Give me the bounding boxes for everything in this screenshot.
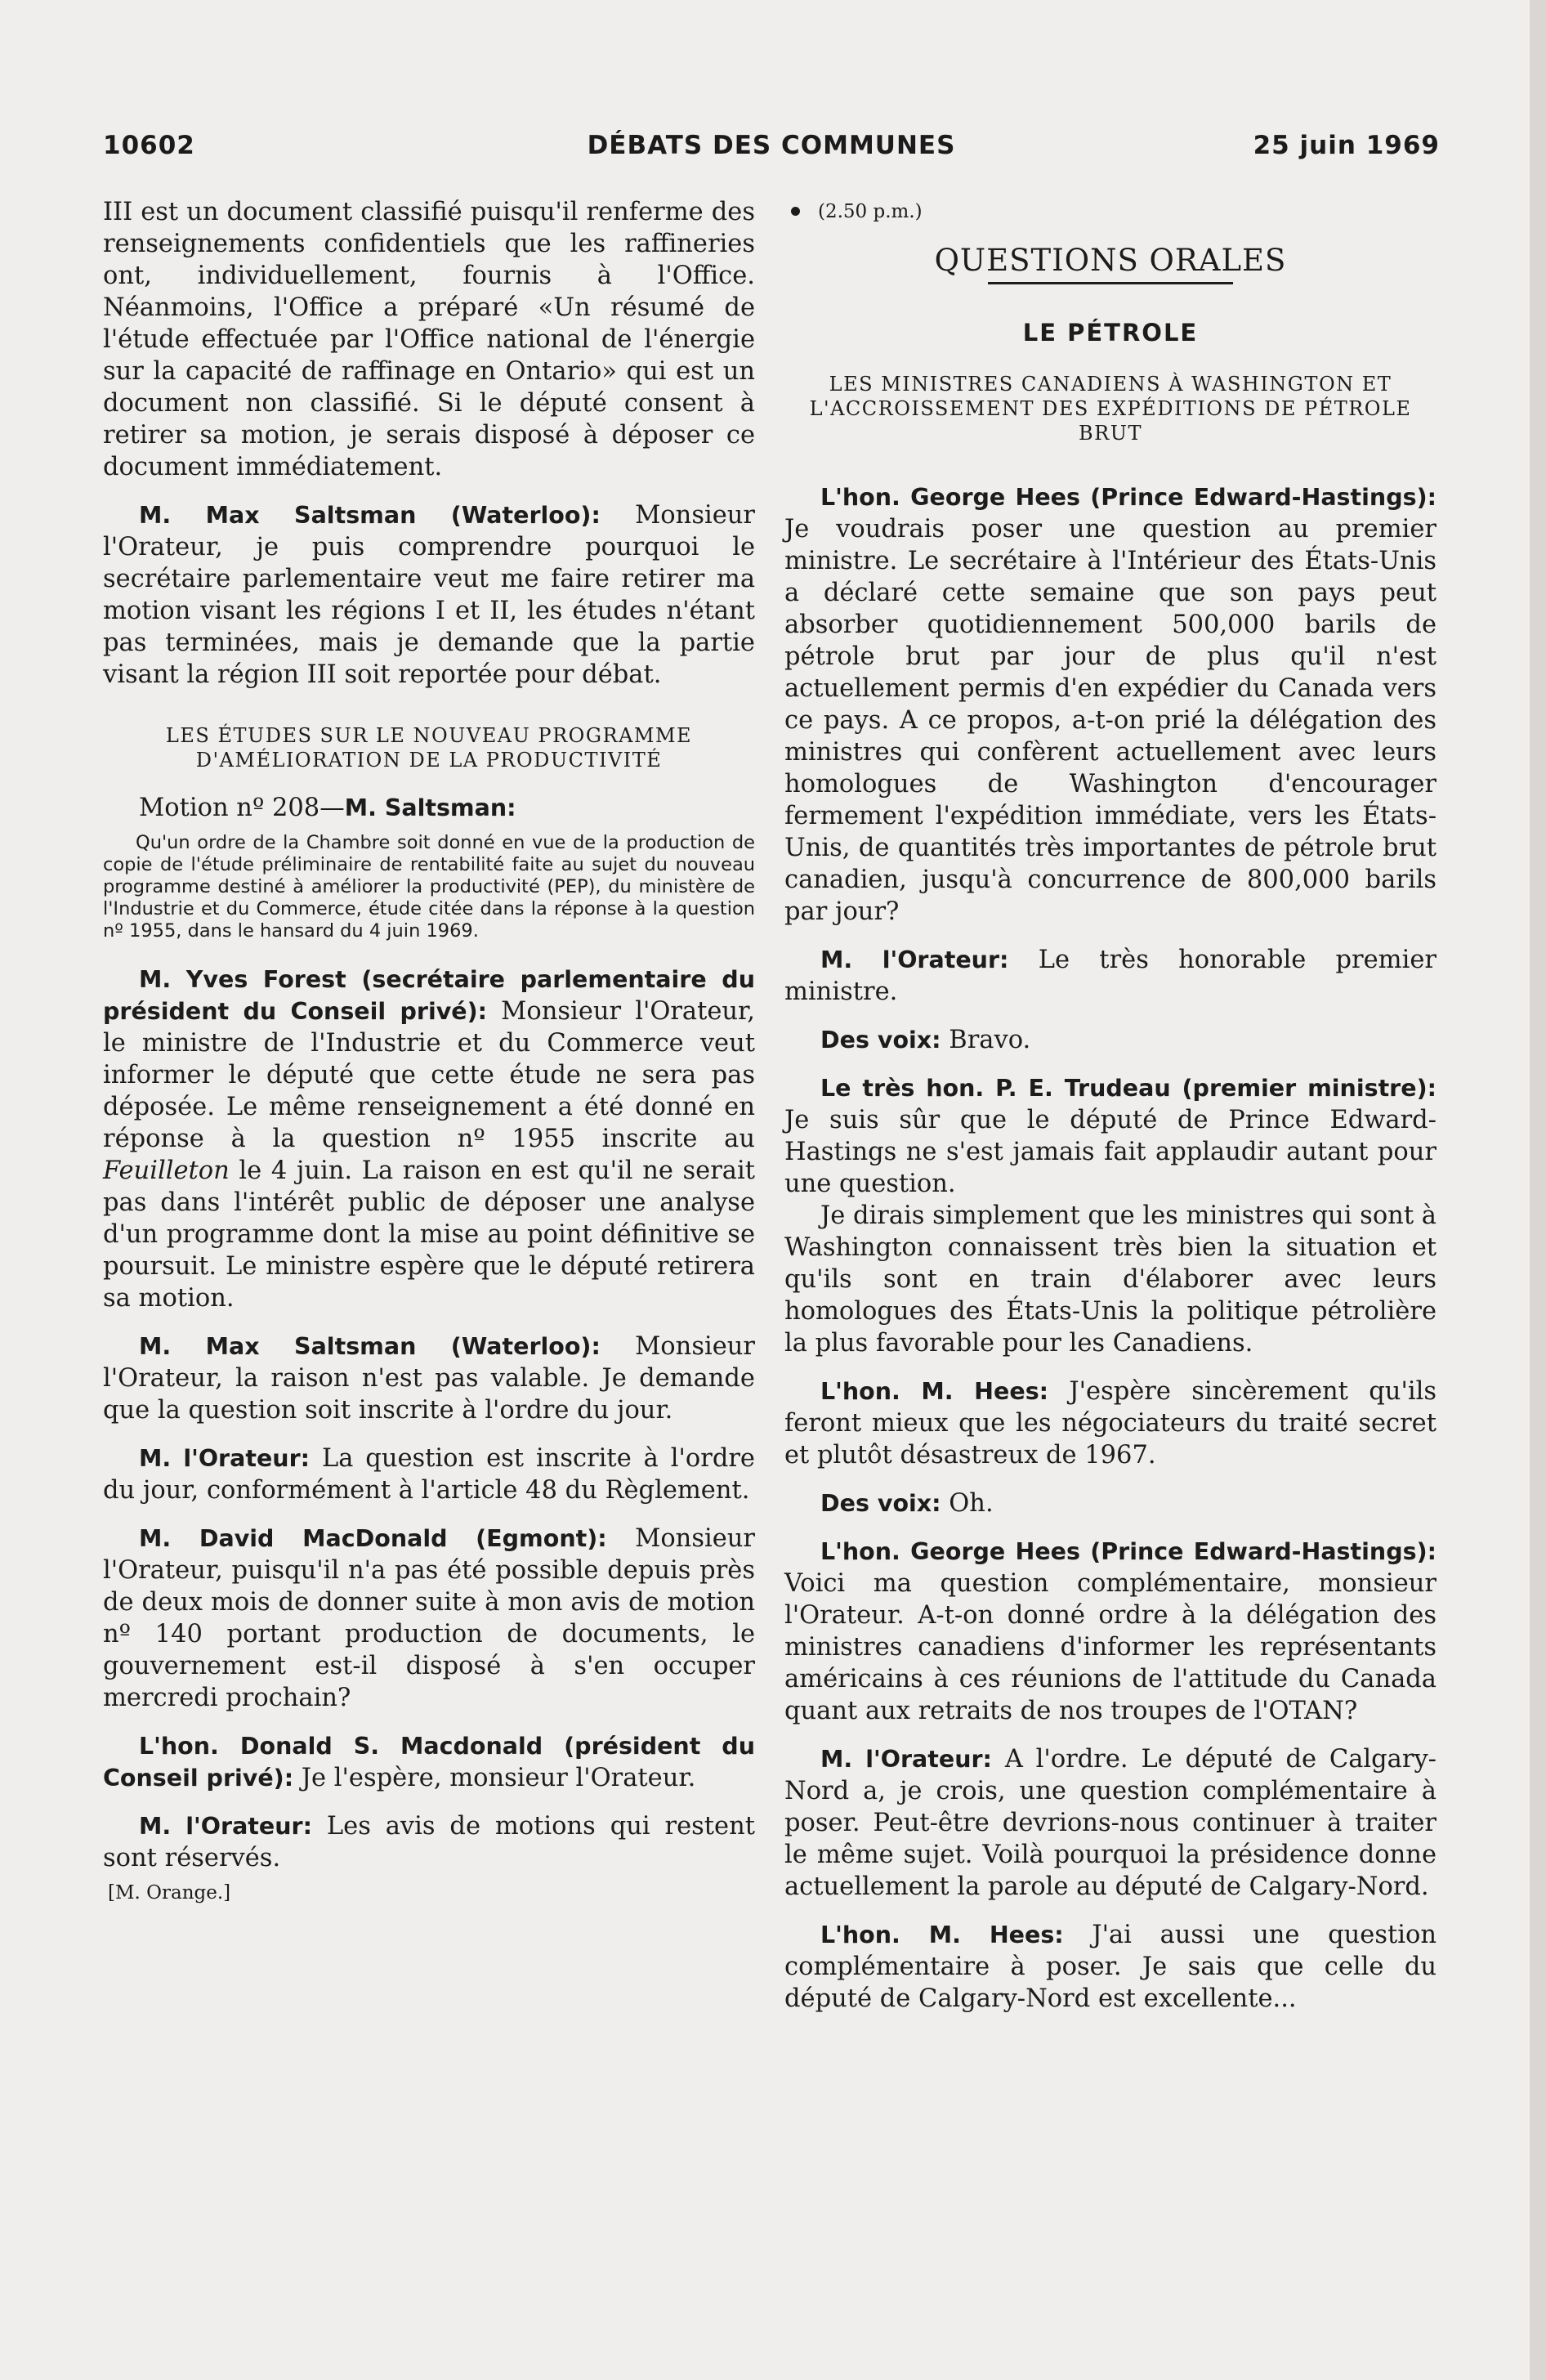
speech [103, 499, 755, 691]
speaker-name: M. l'Orateur: [139, 1813, 312, 1840]
motion-label: Motion nº 208— [139, 794, 345, 822]
speech [784, 1536, 1437, 1727]
timestamp [784, 196, 1437, 228]
speech-text: le 4 juin. La raison en est qu'il ne serait pas dans l'intérêt public de déposer une analyse d'un programme dont la mise au point définitive se poursuit. Le ministre espère que le député retirera sa motion. [103, 1156, 755, 1313]
speech-text: Je l'espère, monsieur l'Orateur. [301, 1764, 696, 1792]
speech-text: Je voudrais poser une question au premier ministre. Le secrétaire à l'Intérieur des États-Unis a déclaré cette semaine que son pays peut absorber quotidiennement 500,000 barils de pétrole brut par jour de plus qu'il n'est actuellement permis d'en expédier du Canada vers ce pays. A ce propos, a-t-on prié la délégation des ministres qui confèrent actuellement avec leurs homologues de Washington d'encourager fermement l'expédition immédiate, vers les États-Unis, de quantités très importantes de pétrole brut canadien, jusqu'à concurrence de 800,000 barils par jour? [784, 515, 1437, 926]
speaker-name: M. Max Saltsman (Waterloo): [139, 502, 601, 529]
motion-text: Qu'un ordre de la Chambre soit donné en vue de la production de copie de l'étude préliminaire de rentabilité faite au sujet du nouveau programme destiné à améliorer la productivité (PEP), du ministère de l'Industrie et du Commerce, étude citée dans la réponse à la question nº 1955, dans le hansard du 4 juin 1969. [103, 832, 755, 942]
speaker-name: Le très hon. P. E. Trudeau (premier ministre): [820, 1075, 1437, 1102]
speech [103, 1443, 755, 1506]
speaker-name: Des voix: [820, 1027, 941, 1054]
left-column [103, 196, 755, 1909]
speech-text: Monsieur l'Orateur, la raison n'est pas valable. Je demande que la question soit inscrite à l'ordre du jour. [103, 1332, 755, 1425]
speaker-name: Des voix: [820, 1490, 941, 1517]
page-number: 10602 [103, 131, 195, 160]
speech [784, 1919, 1437, 2015]
speech [784, 481, 1437, 928]
speech-text: J'espère sincèrement qu'ils feront mieux que les négociateurs du traité secret et plutôt désastreux de 1967. [784, 1377, 1437, 1470]
section-title: QUESTIONS ORALES [934, 243, 1287, 278]
speaker-name: L'hon. M. Hees: [820, 1378, 1049, 1405]
speech-italic: Feuilleton [103, 1156, 230, 1185]
speaker-name: M. David MacDonald (Egmont): [139, 1525, 607, 1552]
speech-text: Monsieur l'Orateur, le ministre de l'Industrie et du Commerce veut informer le député que cette étude ne sera pas déposée. Le même renseignement a été donné en réponse à la question nº 1955 inscrite au [103, 997, 755, 1153]
speech [103, 1331, 755, 1426]
subject-title: LE PÉTROLE [1022, 319, 1199, 347]
speech-text: Monsieur l'Orateur, puisqu'il n'a pas été possible depuis près de deux mois de donner suite à mon avis de motion nº 140 portant production de documents, le gouvernement est-il disposé à s'en occuper mercredi prochain? [103, 1524, 756, 1712]
speaker-name: L'hon. George Hees (Prince Edward-Hastings): [820, 484, 1437, 511]
motion-number [103, 792, 755, 824]
speaker-name: L'hon. M. Hees: [820, 1921, 1064, 1948]
section-divider [988, 282, 1233, 284]
speech-text: Monsieur l'Orateur, je puis comprendre pourquoi le secrétaire parlementaire veut me faire retirer ma motion visant les régions I et II, les études n'étant pas terminées, mais je demande que la partie visant la région III soit reportée pour débat. [103, 501, 755, 689]
right-column [784, 196, 1437, 2031]
motion-mover: M. Saltsman: [344, 794, 516, 821]
speech-text: La question est inscrite à l'ordre du jour, conformément à l'article 48 du Règlement. [103, 1444, 755, 1505]
speech [103, 964, 755, 1314]
speech-text: Oh. [949, 1489, 994, 1518]
paragraph: Je dirais simplement que les ministres qui sont à Washington connaissent très bien la situation et qu'ils sont en train d'élaborer avec leurs homologues des États-Unis la politique pétrolière la plus favorable pour les Canadiens. [784, 1201, 1437, 1358]
page-edge [1530, 0, 1546, 2380]
speaker-reference: [M. Orange.] [108, 1882, 231, 1904]
speech [103, 1523, 755, 1714]
speaker-name: M. Max Saltsman (Waterloo): [139, 1333, 601, 1360]
speech-text: A l'ordre. Le député de Calgary-Nord a, je crois, une question complémentaire à poser. Peut-être devrions-nous continuer à traiter le même sujet. Voilà pourquoi la présidence donne actuellement la parole au député de Calgary-Nord. [784, 1745, 1437, 1901]
speaker-name: M. l'Orateur: [820, 946, 1009, 973]
speech [784, 1072, 1437, 1200]
page-header [103, 131, 1440, 172]
speech-text: Les avis de motions qui restent sont réservés. [103, 1812, 755, 1872]
speech-text: J'ai aussi une question complémentaire à poser. Je sais que celle du député de Calgary-Nord est excellente... [784, 1921, 1437, 2013]
speech-text: Voici ma question complémentaire, monsieur l'Orateur. A-t-on donné ordre à la délégation des ministres canadiens d'informer les représentants américains à ces réunions de l'attitude du Canada quant aux retraits de nos troupes de l'OTAN? [784, 1569, 1437, 1725]
speaker-name: M. l'Orateur: [139, 1445, 311, 1472]
subject-heading: LES ÉTUDES SUR LE NOUVEAU PROGRAMME D'AMÉLIORATION DE LA PRODUCTIVITÉ [165, 724, 693, 772]
speech [103, 1810, 755, 1874]
speech [784, 1743, 1437, 1903]
paragraph: III est un document classifié puisqu'il renferme des renseignements confidentiels que les raffineries ont, individuellement, fournis à l'Office. Néanmoins, l'Office a préparé «Un résumé de l'étude effectuée par l'Office national de l'énergie sur la capacité de raffinage en Ontario» qui est un document non classifié. Si le député consent à retirer sa motion, je serais disposé à déposer ce document immédiatement. [103, 198, 755, 481]
speech [103, 1730, 755, 1794]
speaker-name: L'hon. George Hees (Prince Edward-Hastings): [820, 1538, 1437, 1565]
speech [784, 1024, 1437, 1056]
speech-text: Bravo. [949, 1026, 1031, 1054]
speaker-name: L'hon. Donald S. Macdonald (président du Conseil privé): [103, 1733, 755, 1792]
speech-text: Le très honorable premier ministre. [784, 946, 1437, 1006]
speech [784, 1488, 1437, 1519]
speaker-name: M. Yves Forest (secrétaire parlementaire du président du Conseil privé): [103, 966, 755, 1025]
bullet-icon [791, 207, 800, 216]
speech [784, 944, 1437, 1008]
publication-title: DÉBATS DES COMMUNES [587, 131, 956, 160]
subsubject-title: LES MINISTRES CANADIENS À WASHINGTON ET L'ACCROISSEMENT DES EXPÉDITIONS DE PÉTROLE BRUT [809, 373, 1412, 445]
speaker-name: M. l'Orateur: [820, 1746, 992, 1773]
speech [784, 1376, 1437, 1471]
speech-text: Je suis sûr que le député de Prince Edward-Hastings ne s'est jamais fait applaudir autant pour une question. [784, 1106, 1437, 1198]
timestamp-text: (2.50 p.m.) [818, 201, 923, 222]
page-date: 25 juin 1969 [1253, 131, 1440, 160]
